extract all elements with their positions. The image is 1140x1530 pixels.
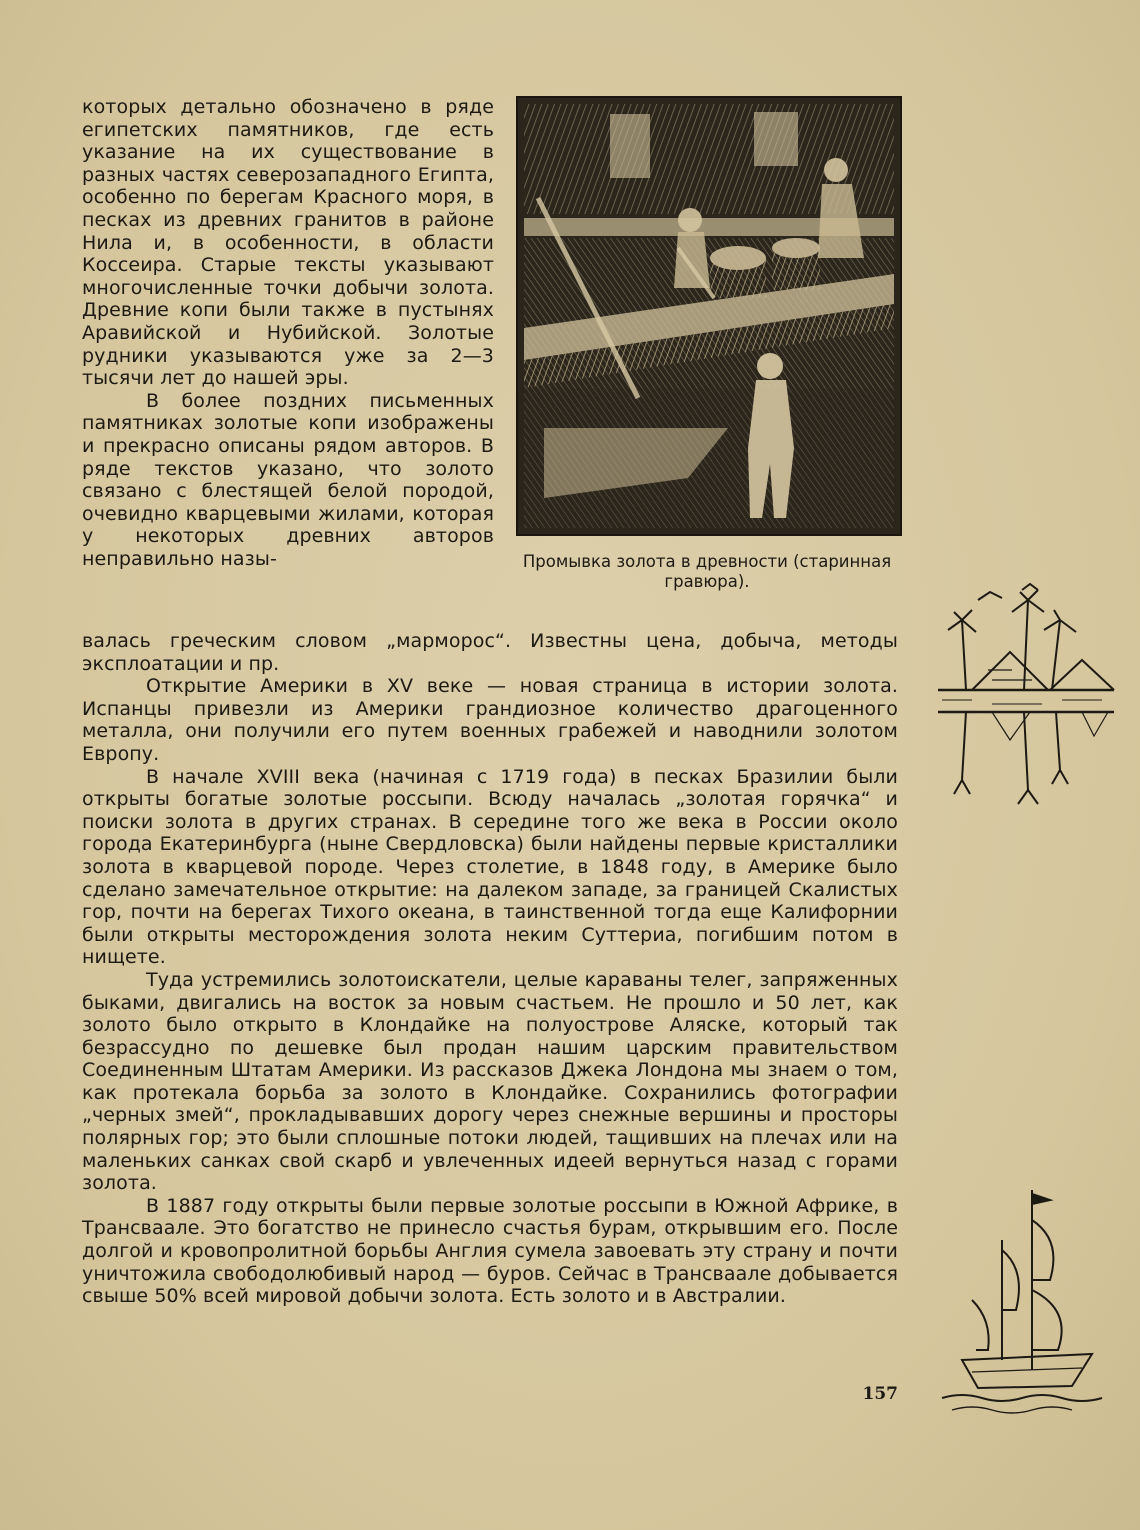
page-number: 157 xyxy=(862,1384,898,1404)
paragraph: валась греческим словом „марморос“. Известны цена, добыча, методы эксплоатации и пр. xyxy=(82,630,898,675)
column-text xyxy=(82,96,494,570)
paragraph: которых детально обозначено в ряде египетских памятников, где есть указание на их существование в разных частях северозападного Египта, особенно по берегам Красного моря, в песках из древних гранитов в районе Нила и, в особенности, в области Коссеира. Старые тексты указывают многочисленные точки добычи золота. Древние копи были также в пустынях Аравийской и Нубийской. Золотые рудники указываются уже за 2—3 тысячи лет до нашей эры. xyxy=(82,96,494,390)
paragraph: В более поздних письменных памятниках золотые копи изображены и прекрасно описаны рядом авторов. В ряде текстов указано, что золото связано с блестящей белой породой, очевидно кварцевыми жилами, которая у некоторых древних авторов неправильно назы- xyxy=(82,389,494,570)
paragraph: В начале XVIII века (начиная с 1719 года) в песках Бразилии были открыты богатые золотые россыпи. Всюду началась „золотая горячка“ и поиски золота в других странах. В середине того же века в России около города Екатеринбурга (ныне Свердловска) были найдены первые кристаллики золота в кварцевой породе. Через столетие, в 1848 году, в Америке было сделано замечательное открытие: на далеком западе, за границей Скалистых гор, почти на берегах Тихого океана, в таинственной тогда еще Калифорнии были открыты месторождения золота неким Суттериа, погибшим потом в нищете. xyxy=(82,765,898,969)
palms-pyramids-icon xyxy=(932,580,1120,820)
engraving-image xyxy=(518,98,900,534)
figure-caption: Промывка золота в древности (старинная гравюра). xyxy=(522,552,892,591)
engraving-illustration xyxy=(516,96,902,536)
paragraph: В 1887 году открыты были первые золотые россыпи в Южной Африке, в Трансваале. Это богатство не принесло счастья бурам, открывшим его. После долгой и кровопролитной борьбы Англия сумела завоевать эту страну и почти уничтожила свободолюбивый народ — буров. Сейчас в Трансваале добывается свыше 50% всей мировой добычи золота. Есть золото и в Австралии. xyxy=(82,1194,898,1308)
main-text xyxy=(82,630,898,1308)
paragraph: Открытие Америки в XV веке — новая страница в истории золота. Испанцы привезли из Америки грандиозное количество драгоценного металла, они получили его путем военных грабежей и наводнили золотом Европу. xyxy=(82,675,898,765)
paragraph: Туда устремились золотоискатели, целые караваны телег, запряженных быками, двигались на восток за новым счастьем. Не прошло и 50 лет, как золото было открыто в Клондайке на полуострове Аляске, который так безрассудно по дешевке был продан нашим царским правительством Соединенным Штатам Америки. Из рассказов Джека Лондона мы знаем о том, как протекала борьба за золото в Клондайке. Сохранились фотографии „черных змей“, прокладывавших дорогу через снежные вершины и просторы полярных гор; это были сплошные потоки людей, тащивших на плечах или на маленьких санках свой скарб и увлеченных идеей вернуться назад с горами золота. xyxy=(82,968,898,1195)
sailing-ship-icon xyxy=(932,1180,1120,1420)
